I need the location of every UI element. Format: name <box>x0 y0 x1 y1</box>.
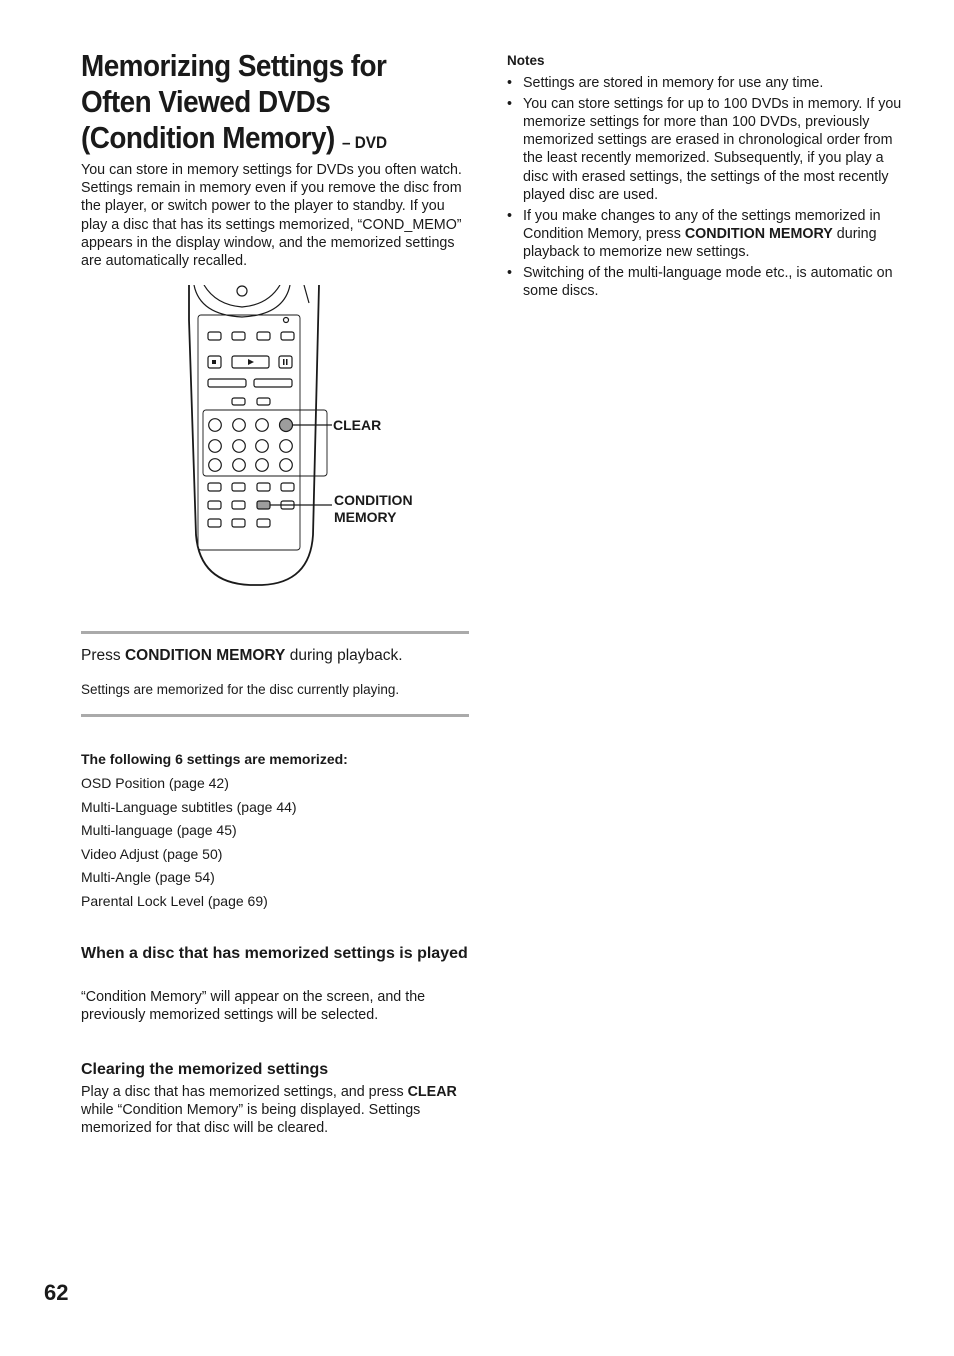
list-item: Video Adjust (page 50) <box>81 845 223 862</box>
list-item: Multi-Angle (page 54) <box>81 869 215 886</box>
remote-control-illustration <box>180 285 440 590</box>
list-item: Multi-Language subtitles (page 44) <box>81 798 297 815</box>
clearing-text-after: while “Condition Memory” is being displayed. Settings memorized for that disc will be cleared. <box>81 1102 421 1137</box>
clearing-heading: Clearing the memorized settings <box>81 1061 329 1078</box>
step-key: CONDITION MEMORY <box>124 647 286 664</box>
intro-paragraph: You can store in memory settings for DVDs you often watch. Settings remain in memory even if you remove the disc from the player, or switch power to the player to standby. If you play a disc that has its settings memorized, “COND_MEMO” appears in the display window, and the memorized settings are automatically recalled. <box>81 162 462 270</box>
clear-callout-label: CLEAR <box>333 417 382 433</box>
clearing-key: CLEAR <box>407 1084 457 1100</box>
note-item: • Switching of the multi-language mode etc., is automatic on some discs. <box>507 264 902 300</box>
condition-memory-callout-line1: CONDITION <box>334 492 413 508</box>
page-title-suffix: – DVD <box>341 133 388 152</box>
clearing-paragraph <box>81 1083 473 1138</box>
list-item: OSD Position (page 42) <box>81 775 229 791</box>
page-number: 62 <box>44 1280 69 1305</box>
notes-title: Notes <box>507 53 545 68</box>
memorized-list-title: The following 6 settings are memorized: <box>81 751 348 767</box>
step-prefix: Press <box>81 647 125 664</box>
condition-memory-callout-line2: MEMORY <box>334 509 397 525</box>
clearing-text-before: Play a disc that has memorized settings, and press <box>81 1084 408 1100</box>
note-item: • Settings are stored in memory for use any time. <box>507 74 902 92</box>
clear-button-highlight <box>280 419 293 432</box>
note-3-after: during playback to memorize new settings. <box>523 225 877 261</box>
step-instruction-box <box>81 631 469 717</box>
note-item <box>507 207 902 262</box>
notes-list <box>507 74 902 303</box>
list-item: Multi-language (page 45) <box>81 822 237 839</box>
step-note: Settings are memorized for the disc currently playing. <box>81 682 400 697</box>
page-title-text: Memorizing Settings for Often Viewed DVDs (Condition Memory) <box>81 48 387 155</box>
step-suffix: during playback. <box>285 647 403 664</box>
played-heading: When a disc that has memorized settings is played <box>81 945 468 962</box>
memorized-settings-list <box>81 772 297 914</box>
page-title <box>81 48 441 161</box>
step-instruction <box>81 647 403 665</box>
remote-control-figure <box>180 285 440 590</box>
note-item: • You can store settings for up to 100 DVDs in memory. If you memorize settings for more than 100 DVDs, previously memorized settings are erased in chronological order from the least recently memorized. Subsequently, if you play a disc with erased settings, the settings of the most recently played disc are used. <box>507 95 902 204</box>
note-3-key: CONDITION MEMORY <box>684 225 833 242</box>
note-3-before: If you make changes to any of the settings memorized in Condition Memory, press <box>523 207 881 242</box>
condition-memory-button-highlight <box>257 501 270 509</box>
list-item: Parental Lock Level (page 69) <box>81 892 268 909</box>
played-paragraph: “Condition Memory” will appear on the screen, and the previously memorized settings will be selected. <box>81 989 426 1024</box>
